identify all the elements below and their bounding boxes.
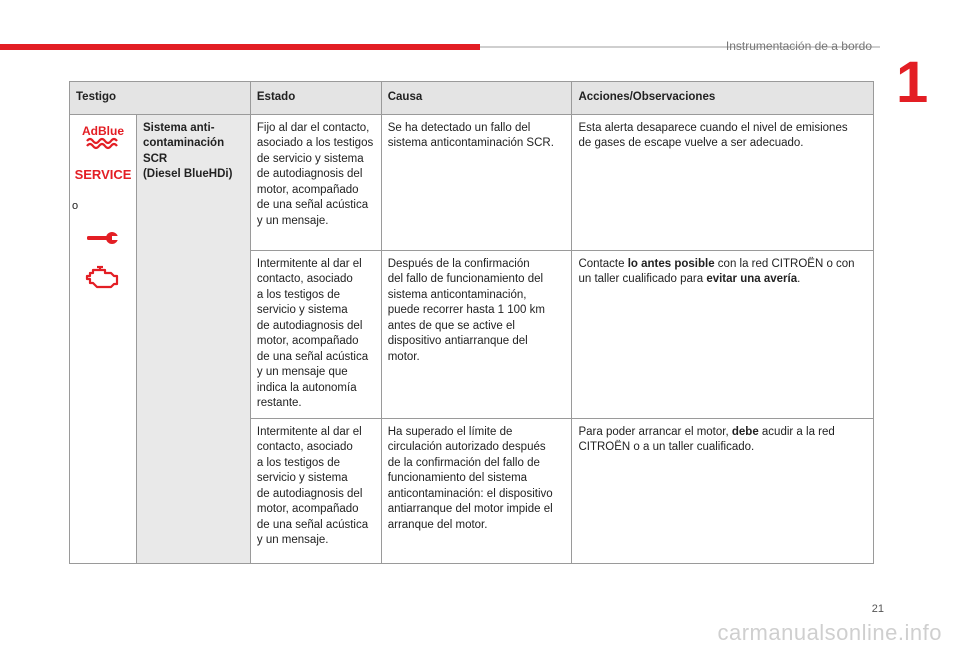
text-line: servicio y sistema (256, 472, 348, 484)
table-header-row (70, 82, 874, 115)
header-estado: Estado (250, 82, 381, 115)
text-line: y un mensaje. (256, 534, 329, 546)
estado-cell (250, 250, 381, 418)
chapter-number: 1 (896, 50, 929, 115)
text-line: del fallo de funcionamiento del (387, 273, 544, 285)
service-icon-label: SERVICE (74, 166, 132, 182)
text-line: Fijo al dar el contacto, (256, 121, 370, 134)
text-line: contacto, asociado (256, 273, 353, 285)
text-line: puede recorrer hasta 1 100 km (387, 304, 545, 316)
text-line: CITROËN o a un taller cualificado. (578, 441, 755, 453)
text-line: motor. (387, 350, 420, 363)
text-fragment: con la red CITROËN o con (714, 257, 855, 270)
emphasis-text: lo antes posible (627, 257, 715, 270)
text-line: de autodiagnosis del (256, 319, 363, 332)
text-line (578, 425, 867, 441)
acciones-cell (572, 114, 874, 250)
text-line: Intermitente al dar el (256, 257, 362, 270)
wrench-icon (83, 228, 123, 248)
text-line: Se ha detectado un fallo del (387, 121, 531, 134)
text-line: arranque del motor. (387, 518, 488, 531)
text-line (578, 272, 867, 288)
watermark: carmanualsonline.info (717, 620, 942, 645)
header-acciones: Acciones/Observaciones (572, 82, 874, 115)
text-line: circulación autorizado después (387, 441, 546, 453)
text-line: Intermitente al dar el (256, 425, 362, 438)
emphasis-text: debe (731, 425, 759, 438)
text-line: funcionamiento del sistema (387, 472, 528, 484)
text-line: de una señal acústica (256, 518, 369, 531)
text-line: de autodiagnosis del (256, 487, 363, 500)
text-line: sistema anticontaminación, (387, 288, 527, 301)
text-line: de una señal acústica (256, 350, 369, 363)
text-line: de servicio y sistema (256, 152, 364, 165)
text-line: asociado a los testigos (256, 137, 374, 149)
adblue-icon (81, 121, 125, 149)
text-line: Después de la confirmación (387, 257, 530, 270)
text-fragment: Contacte (578, 257, 628, 270)
service-icon (74, 163, 132, 185)
emphasis-text: evitar una avería (706, 273, 798, 285)
text-line: y un mensaje que (256, 366, 348, 378)
system-line: contaminación (142, 137, 225, 149)
acciones-cell (572, 250, 874, 418)
text-line: Esta alerta desaparece cuando el nivel de emisiones (578, 121, 848, 134)
text-line: y un mensaje. (256, 214, 329, 227)
section-title: Instrumentación de a bordo (725, 39, 872, 53)
text-fragment: . (797, 273, 801, 285)
text-line: motor, acompañado (256, 503, 359, 515)
table-row (70, 114, 874, 250)
text-line: antes de que se active el (387, 319, 515, 332)
system-line: (Diesel BlueHDi) (142, 168, 233, 180)
system-line: Sistema anti- (142, 121, 215, 134)
text-line: motor, acompañado (256, 335, 359, 347)
text-line: contacto, asociado (256, 441, 353, 453)
text-fragment: Para poder arrancar el motor, (578, 425, 732, 438)
icon-separator: o (72, 199, 79, 212)
text-line: de una señal acústica (256, 199, 369, 211)
text-line: indica la autonomía (256, 381, 357, 394)
text-fragment: acudir a la red (758, 425, 835, 438)
text-line: de gases de escape vuelve a ser adecuado. (578, 137, 804, 149)
text-line: motor, acompañado (256, 183, 359, 196)
text-line: dispositivo antiarranque del (387, 335, 528, 347)
text-line: sistema anticontaminación SCR. (387, 137, 554, 149)
header-testigo: Testigo (70, 82, 251, 115)
acciones-cell (572, 418, 874, 563)
text-line: servicio y sistema (256, 304, 348, 316)
text-line: anticontaminación: el dispositivo (387, 487, 553, 500)
text-line: antiarranque del motor impide el (387, 503, 553, 515)
warning-icons-cell (70, 114, 137, 563)
text-fragment: un taller cualificado para (578, 273, 707, 285)
text-line: a los testigos de (256, 288, 340, 301)
causa-cell (381, 250, 572, 418)
estado-cell (250, 418, 381, 563)
system-name-cell (136, 114, 250, 563)
text-line: de autodiagnosis del (256, 168, 363, 180)
system-line: SCR (142, 152, 168, 165)
text-line: a los testigos de (256, 456, 340, 469)
text-line: Ha superado el límite de (387, 425, 513, 438)
page-number: 21 (871, 603, 884, 615)
adblue-icon-label: AdBlue (81, 123, 124, 138)
header-causa: Causa (381, 82, 572, 115)
causa-cell (381, 114, 572, 250)
causa-cell (381, 418, 572, 563)
estado-cell (250, 114, 381, 250)
warning-lights-table (69, 81, 874, 564)
text-line: de la confirmación del fallo de (387, 456, 540, 469)
engine-icon (83, 262, 123, 292)
text-line (578, 257, 867, 273)
text-line: restante. (256, 397, 302, 409)
header-red-bar (0, 44, 480, 50)
